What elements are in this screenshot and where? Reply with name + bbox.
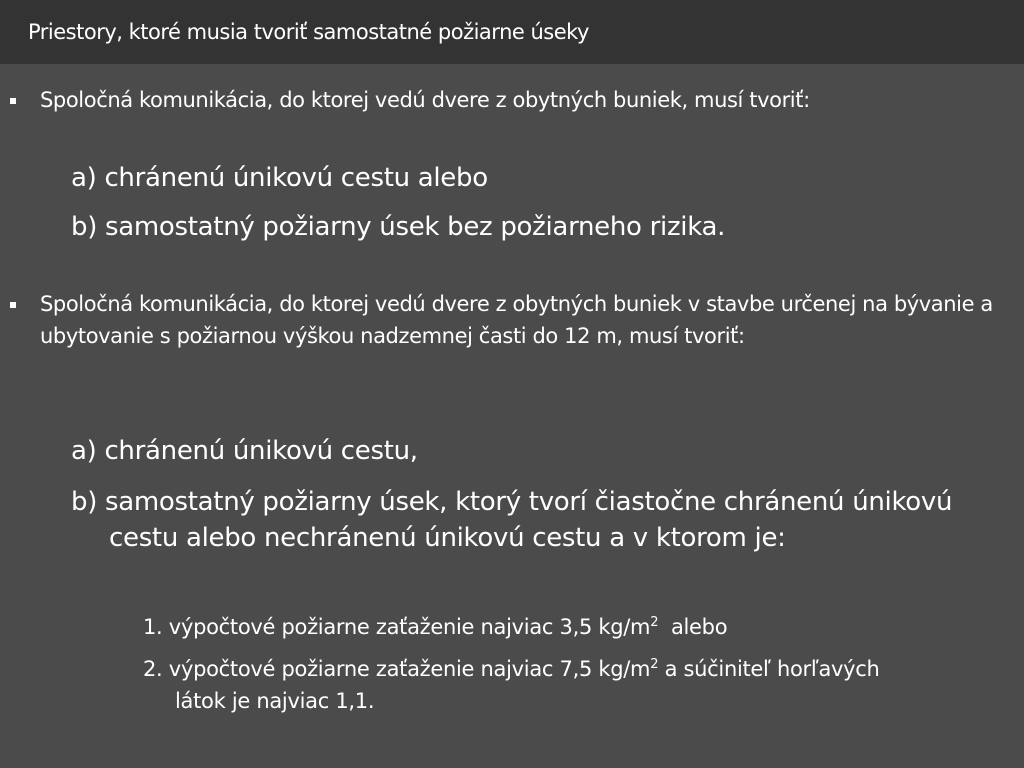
slide-title: Priestory, ktoré musia tvoriť samostatné požiarne úseky (0, 0, 1024, 64)
bullet-2-item-a: a) chránenú únikovú cestu, (71, 436, 418, 466)
bullet-2 (40, 288, 1000, 352)
bullet-square-icon (10, 98, 16, 104)
subitem-1 (143, 611, 727, 643)
bullet-square-icon (10, 302, 16, 308)
bullet-1-item-b: b) samostatný požiarny úsek bez požiarneho rizika. (71, 212, 726, 242)
bullet-1-item-a: a) chránenú únikovú cestu alebo (71, 163, 488, 193)
bullet-1-text: Spoločná komunikácia, do ktorej vedú dvere z obytných buniek, musí tvoriť: (40, 88, 810, 112)
bullet-1 (40, 84, 1000, 116)
subitem-2-text: 2. výpočtové požiarne zaťaženie najviac 7,5 kg/m (143, 657, 651, 681)
subitem-2-sup: 2 (650, 657, 659, 672)
subitem-1-tail: alebo (658, 615, 728, 639)
subitem-1-text: 1. výpočtové požiarne zaťaženie najviac 3,5 kg/m (143, 615, 651, 639)
subitem-2-tail: a súčiniteľ horľavých látok je najviac 1,1. (175, 657, 880, 713)
subitem-2 (143, 653, 923, 717)
bullet-2-item-b: b) samostatný požiarny úsek, ktorý tvorí čiastočne chránenú únikovú cestu alebo nechránenú únikovú cestu a v ktorom je: (71, 487, 953, 553)
bullet-2-text: Spoločná komunikácia, do ktorej vedú dvere z obytných buniek v stavbe určenej na bývanie a ubytovanie s požiarnou výškou nadzemnej časti do 12 m, musí tvoriť: (40, 292, 993, 348)
subitem-1-sup: 2 (650, 615, 659, 630)
